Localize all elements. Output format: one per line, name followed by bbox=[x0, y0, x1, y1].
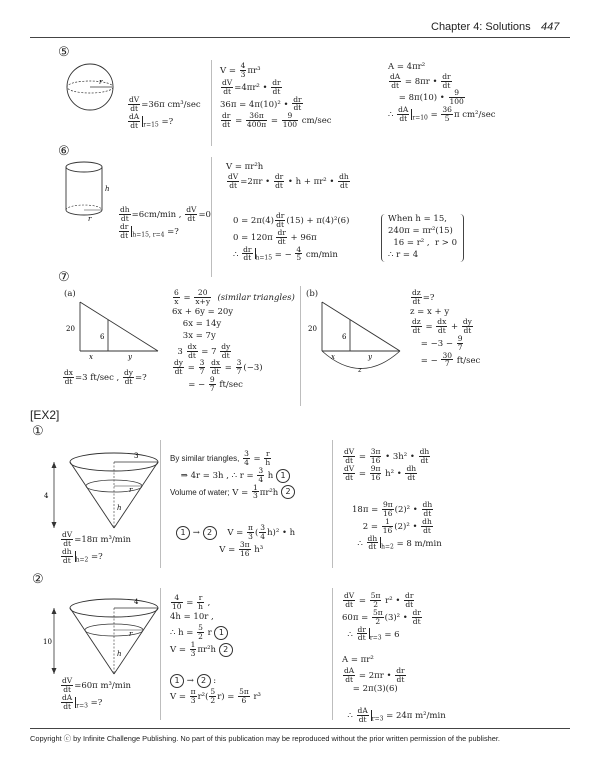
p5-volume-work: V = $\frac{4}{3}$ πr³ $\frac{dV}{dt}$ =4πr² • $\frac{dr}{dt}$ 36π = 4π(10)² • $\frac{dr}{dt}$ $\frac{dr}{dt}$ = $\frac{36\pi}{400\pi}$ = $\frac{9}{100}$ cm/sec bbox=[220, 61, 332, 130]
cone2-height-label: 10 bbox=[43, 638, 52, 646]
svg-text:x: x bbox=[331, 353, 335, 361]
divider bbox=[160, 440, 161, 568]
svg-text:h: h bbox=[117, 504, 122, 512]
ex2-1-similar-work: By similar triangles, $\frac{3}{4}$ = $\frac{r}{h}$ ⇒ 4r = 3h , ∴ r = $\frac{3}{4}$ h 1 Volume of water; V = $\frac{1}{3}$ πr²h 2 bbox=[170, 450, 295, 500]
svg-text:r: r bbox=[129, 486, 133, 494]
header-rule bbox=[30, 37, 570, 38]
divider bbox=[211, 60, 212, 146]
p6-solve: 0 = 2π(4) $\frac{dr}{dt}$ (15) + π(4)²(6) 0 = 120π $\frac{dr}{dt}$ + 96π ∴ $\frac{dr}{dt}$ $_{h=15}$ = − $\frac{4}{5}$ cm/min bbox=[233, 211, 350, 263]
divider bbox=[300, 286, 301, 406]
similar-triangles-note: (similar triangles) bbox=[217, 292, 295, 303]
by-similar-triangles-label: By similar triangles, bbox=[170, 453, 240, 463]
cone1-height-label: 4 bbox=[44, 492, 49, 500]
svg-text:h: h bbox=[117, 650, 122, 658]
copyright-notice: Copyright ⓒ by Infinite Challenge Publishing. No part of this publication may be reproduced without the prior written permission of the publisher. bbox=[30, 734, 500, 743]
triangle-diagram-b bbox=[304, 296, 404, 376]
p5-given: $\frac{dV}{dt}$ =36π cm³/sec $\frac{dA}{dt}$ $_{r=15}$ =? bbox=[129, 95, 201, 130]
chapter-title: Chapter 4: Solutions bbox=[431, 21, 531, 33]
problem-7-label: ⑦ bbox=[58, 270, 70, 285]
p7-part-b-label: (b) bbox=[306, 289, 319, 299]
p6-note-box: When h = 15, 240π = πr²(15) 16 = r² , r > 0 ∴ r = 4 bbox=[381, 214, 464, 262]
p6-given: $\frac{dh}{dt}$ =6cm/min , $\frac{dV}{dt}$ =0 $\frac{dr}{dt}$ $_{h=15, r=4}$ =? bbox=[120, 205, 211, 240]
p7-part-a-label: (a) bbox=[64, 289, 76, 299]
p5-area-work: A = 4πr² $\frac{dA}{dt}$ = 8πr • $\frac{dr}{dt}$ = 8π(10) • $\frac{9}{100}$ ∴ $\frac{dA}{dt}$ $_{r=10}$ = $\frac{36}{5}$ π cm²/sec bbox=[388, 62, 496, 123]
p6-volume-work: V = πr²h $\frac{dV}{dt}$ =2πr • $\frac{dr}{dt}$ • h + πr² • $\frac{dh}{dt}$ bbox=[226, 162, 349, 190]
divider bbox=[332, 440, 333, 568]
ex2-2-derivative: $\frac{dV}{dt}$ = $\frac{5\pi}{2}$ r² • $\frac{dr}{dt}$ 60π = $\frac{5\pi}{2}$ (3)² • $\frac{dr}{dt}$ ∴ $\frac{dr}{dt}$ $_{r=3}$ = 6 bbox=[342, 591, 421, 643]
p7b-work: $\frac{dz}{dt}$ =? z = x + y $\frac{dz}{dt}$ = $\frac{dx}{dt}$ + $\frac{dy}{dt}$ = −3 − $\frac{9}{7}$ = − $\frac{30}{7}$ ft/sec bbox=[410, 288, 481, 369]
svg-text:x: x bbox=[89, 353, 93, 361]
divider bbox=[160, 588, 161, 720]
svg-text:20: 20 bbox=[308, 325, 317, 333]
cone-diagram-1 bbox=[44, 446, 164, 534]
cylinder-diagram bbox=[60, 158, 110, 226]
ex2-1-given: $\frac{dV}{dt}$ =18π m³/min $\frac{dh}{dt}$ $_{h=2}$ =? bbox=[62, 530, 132, 565]
ex2-2-substitute: 1 → 2 : V = $\frac{\pi}{3}$ r²( $\frac{5}{2}$ r) = $\frac{5\pi}{6}$ r³ bbox=[170, 676, 261, 705]
svg-text:20: 20 bbox=[66, 325, 75, 333]
problem-5-label: ⑤ bbox=[58, 45, 70, 60]
ex2-1-substitute: 1 → 2 V = $\frac{\pi}{3}$ ( $\frac{3}{4}$ h)² • h V = $\frac{3\pi}{16}$ h³ bbox=[176, 523, 296, 558]
ex2-1-derivative: $\frac{dV}{dt}$ = $\frac{3\pi}{16}$ • 3h² • $\frac{dh}{dt}$ $\frac{dV}{dt}$ = $\frac{9\pi}{16}$ h² • $\frac{dh}{dt}$ bbox=[344, 447, 430, 482]
svg-text:y: y bbox=[368, 353, 372, 361]
svg-text:z: z bbox=[358, 366, 362, 374]
ex2-1-solve: 18π = $\frac{9\pi}{16}$ (2)² • $\frac{dh}{dt}$ 2 = $\frac{1}{16}$ (2)² • $\frac{dh}{dt}$ ∴ $\frac{dh}{dt}$ $_{h=2}$ = 8 m/min bbox=[352, 500, 442, 552]
svg-text:6: 6 bbox=[100, 333, 105, 341]
triangle-diagram-a bbox=[62, 296, 162, 364]
svg-text:r: r bbox=[129, 630, 133, 638]
ex2-2-area: A = πr² $\frac{dA}{dt}$ = 2πr • $\frac{dr}{dt}$ = 2π(3)(6) ∴ $\frac{dA}{dt}$ $_{r=3}$ = 24π m²/min bbox=[342, 655, 446, 725]
svg-text:h: h bbox=[105, 185, 110, 193]
page-number: 447 bbox=[541, 21, 560, 33]
svg-text:y: y bbox=[128, 353, 132, 361]
ex2-2-given: $\frac{dV}{dt}$ =60π m³/min $\frac{dA}{dt}$ $_{r=3}$ =? bbox=[62, 676, 132, 711]
svg-text:6: 6 bbox=[342, 333, 347, 341]
footer-rule bbox=[30, 728, 570, 729]
cone1-top-label: 3 bbox=[134, 452, 139, 460]
ex2-problem-2-label: ② bbox=[32, 572, 44, 587]
problem-6-label: ⑥ bbox=[58, 144, 70, 159]
divider bbox=[211, 157, 212, 277]
ex2-problem-1-label: ① bbox=[32, 424, 44, 439]
volume-of-water-label: Volume of water; bbox=[170, 487, 230, 497]
p7a-work: $\frac{6}{x}$ = $\frac{20}{x+y}$ (similar triangles) 6x + 6y = 20y 6x = 14y 3x = 7y 3 $\frac{dx}{dt}$ = 7 $\frac{dy}{dt}$ $\frac{dy}{dt}$ = $\frac{3}{7}$ $\frac{dx}{dt}$ = $\frac{3}{7}$ (−3) = − $\frac{9}{7}$ ft/sec bbox=[172, 288, 295, 394]
p7a-given: $\frac{dx}{dt}$ =3 ft/sec , $\frac{dy}{dt}$ =? bbox=[64, 368, 147, 386]
ex2-title: [EX2] bbox=[30, 408, 60, 422]
sphere-diagram bbox=[60, 62, 120, 112]
cone-diagram-2 bbox=[44, 594, 164, 680]
divider bbox=[332, 588, 333, 720]
svg-text:r: r bbox=[99, 78, 103, 86]
svg-text:r: r bbox=[88, 215, 92, 223]
cone2-top-label: 4 bbox=[134, 598, 139, 606]
ex2-2-setup: $\frac{4}{10}$ = $\frac{r}{h}$ , 4h = 10r , ∴ h = $\frac{5}{2}$ r 1 V = $\frac{1}{3}$ πr²h 2 bbox=[170, 594, 233, 657]
